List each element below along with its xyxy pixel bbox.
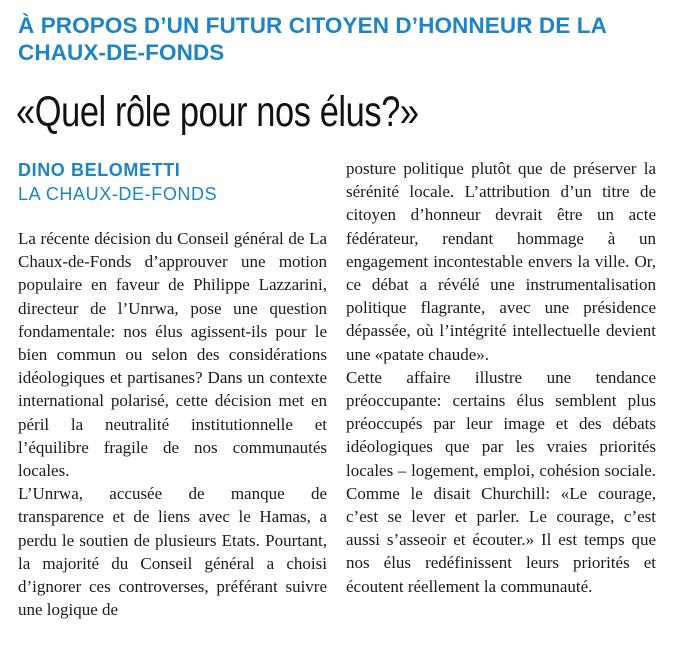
paragraph-2-part-1: L’Unrwa, accusée de manque de transparence et de liens avec le Hamas, a perdu le soutien de plusieurs Etats. Pourtant, la majorité du Conseil général a choisi d’ignorer ces controverses, préférant suivre une logique de	[18, 484, 327, 620]
author-name: DINO BELOMETTI	[18, 160, 181, 180]
paragraph-2-part-2: posture politique plutôt que de préserver la sérénité locale. L’attribution d’un titre de citoyen d’honneur devrait être un acte fédérateur, rendant hommage à un engagement incontestable envers la ville. Or, ce débat a révélé une instrumentalisation politique flagrante, avec une présidence dépassée, où l’intégrité intellectuelle devient une «patate chaude».	[346, 159, 656, 364]
body-column-right	[346, 157, 656, 598]
article-headline: «Quel rôle pour nos élus?»	[16, 88, 419, 136]
paragraph-3: Cette affaire illustre une tendance préoccupante: certains élus semblent plus préoccupés par leur image et des débats idéologiques que par les vraies priorités locales – logement, emploi, cohésion sociale. Comme le disait Churchill: «Le courage, c’est se lever et parler. Le courage, c’est aussi s’asseoir et écouter.» Il est temps que nos élus redéfinissent leurs priorités et écoutent réellement la communauté.	[346, 367, 656, 596]
body-column-left	[18, 227, 327, 621]
article-kicker: À PROPOS D’UN FUTUR CITOYEN D’HONNEUR DE LA CHAUX-DE-FONDS	[18, 13, 607, 65]
author-location: LA CHAUX-DE-FONDS	[18, 184, 218, 204]
paragraph-1: La récente décision du Conseil général de La Chaux-de-Fonds d’approuver une motion populaire en faveur de Philippe Lazzarini, directeur de l’Unrwa, pose une question fondamentale: nos élus agissent-ils pour le bien commun ou selon des considérations idéologiques et partisanes? Dans un contexte international polarisé, cette décision met en péril la neutralité institutionnelle et l’équilibre fragile de nos communautés locales.	[18, 229, 327, 481]
